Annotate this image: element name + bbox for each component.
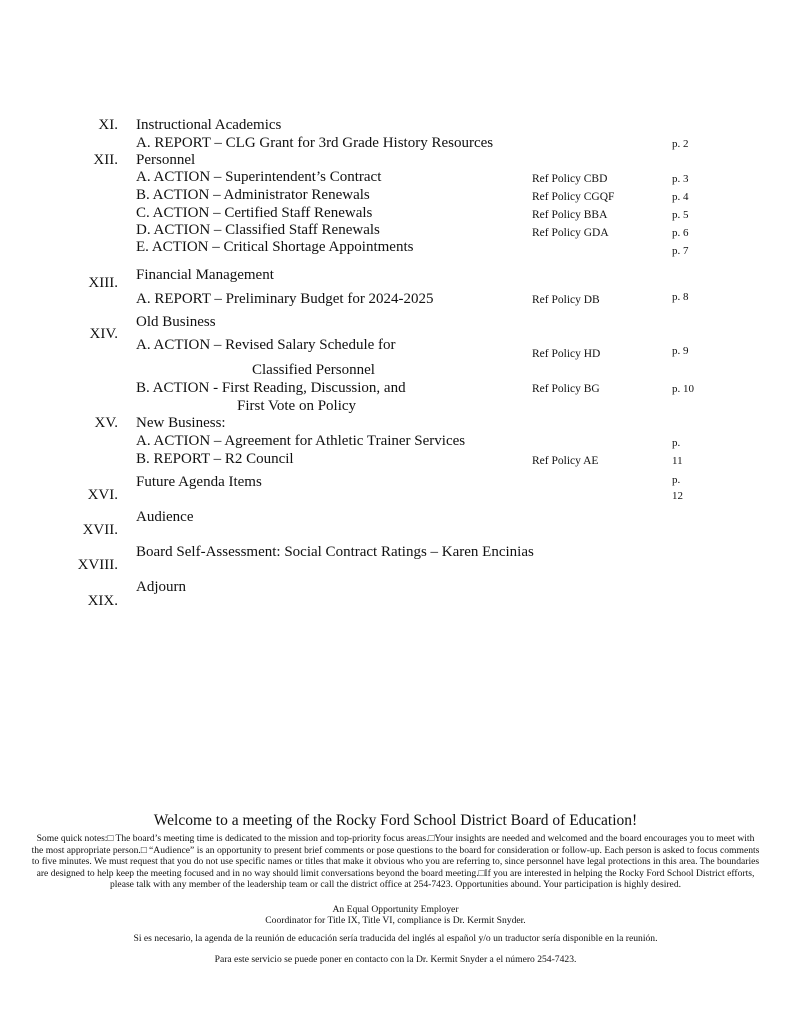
page-ref: p. 10	[672, 383, 694, 395]
spanish-translation-note: Si es necesario, la agenda de la reunión de educación sería traducida del inglés al español y/o un traductor sería disponible en la reunión.	[133, 933, 658, 944]
meeting-notes: Some quick notes:□ The board’s meeting time is dedicated to the mission and top-priority focus areas.□Your insights are needed and welcomed and the board encourages you to meet with the most appropriate person.□ “Audience” is an opportunity to present brief comments or pose questions to the board for consideration or follow-up. Each person is asked to focus comments to five minutes. We must request that you do not use specific names or titles that make it obvious who you are referring to, since personnel have legal protections in this area. The boundaries are designed to help keep the meeting focused and in no way should limit conversations beyond the board meeting.□If you are interested in helping the Rocky Ford School District efforts, please talk with any member of the leadership team or call the district office at 254-7423. Opportunities abound. Your participation is highly desired.	[31, 833, 760, 891]
title-ix-coordinator: Coordinator for Title IX, Title VI, compliance is Dr. Kermit Snyder.	[265, 915, 526, 926]
policy-ref: Ref Policy DB	[532, 294, 600, 306]
section-title: New Business:	[136, 415, 226, 431]
section-title: Personnel	[136, 152, 196, 168]
agenda-item-continuation: First Vote on Policy	[237, 398, 357, 414]
page-ref: p. 2	[672, 138, 689, 150]
agenda-item: B. ACTION – Administrator Renewals	[136, 187, 370, 203]
section-number: XIII.	[88, 275, 118, 291]
policy-ref: Ref Policy CGQF	[532, 191, 615, 203]
section-title: Future Agenda Items	[136, 474, 262, 490]
section-number: XII.	[93, 152, 118, 168]
page-ref: p.	[672, 474, 681, 486]
section-title: Adjourn	[136, 579, 186, 595]
policy-ref: Ref Policy BG	[532, 383, 600, 395]
page-ref: 12	[672, 490, 683, 502]
agenda-item-continuation: Classified Personnel	[252, 362, 375, 378]
section-title: Old Business	[136, 314, 216, 330]
page-ref: 11	[672, 455, 683, 467]
page-ref: p. 3	[672, 173, 689, 185]
section-number: XVIII.	[77, 557, 118, 573]
agenda-item: A. ACTION – Agreement for Athletic Trainer Services	[136, 433, 466, 449]
policy-ref: Ref Policy BBA	[532, 209, 608, 221]
policy-ref: Ref Policy GDA	[532, 227, 609, 239]
section-number: XIX.	[87, 593, 118, 609]
policy-ref: Ref Policy HD	[532, 348, 601, 360]
page-ref: p.	[672, 437, 681, 449]
page-ref: p. 5	[672, 209, 689, 221]
agenda-item: A. REPORT – CLG Grant for 3rd Grade History Resources	[136, 135, 494, 151]
section-title: Audience	[136, 509, 194, 525]
page-ref: p. 7	[672, 245, 689, 257]
agenda-item: D. ACTION – Classified Staff Renewals	[136, 222, 380, 238]
section-title: Board Self-Assessment: Social Contract Ratings – Karen Encinias	[136, 544, 534, 560]
policy-ref: Ref Policy CBD	[532, 173, 608, 185]
agenda-item: A. ACTION – Revised Salary Schedule for	[136, 337, 396, 353]
equal-opportunity-statement: An Equal Opportunity Employer	[332, 904, 459, 915]
policy-ref: Ref Policy AE	[532, 455, 599, 467]
page-ref: p. 6	[672, 227, 689, 239]
section-number: XVI.	[87, 487, 118, 503]
page-ref: p. 9	[672, 345, 689, 357]
section-number: XI.	[98, 117, 118, 133]
agenda-item: E. ACTION – Critical Shortage Appointments	[136, 239, 414, 255]
agenda-item: A. REPORT – Preliminary Budget for 2024-2025	[136, 291, 434, 307]
section-number: XVII.	[82, 522, 118, 538]
agenda-item: B. ACTION - First Reading, Discussion, and	[136, 380, 406, 396]
section-number: XIV.	[89, 326, 118, 342]
agenda-item: B. REPORT – R2 Council	[136, 451, 294, 467]
page-ref: p. 8	[672, 291, 689, 303]
section-title: Financial Management	[136, 267, 274, 283]
page-ref: p. 4	[672, 191, 689, 203]
welcome-heading: Welcome to a meeting of the Rocky Ford School District Board of Education!	[153, 812, 638, 829]
section-title: Instructional Academics	[136, 117, 282, 133]
spanish-contact-note: Para este servicio se puede poner en contacto con la Dr. Kermit Snyder a el número 254-7423.	[214, 954, 577, 965]
agenda-item: A. ACTION – Superintendent’s Contract	[136, 169, 382, 185]
agenda-item: C. ACTION – Certified Staff Renewals	[136, 205, 373, 221]
section-number: XV.	[94, 415, 118, 431]
